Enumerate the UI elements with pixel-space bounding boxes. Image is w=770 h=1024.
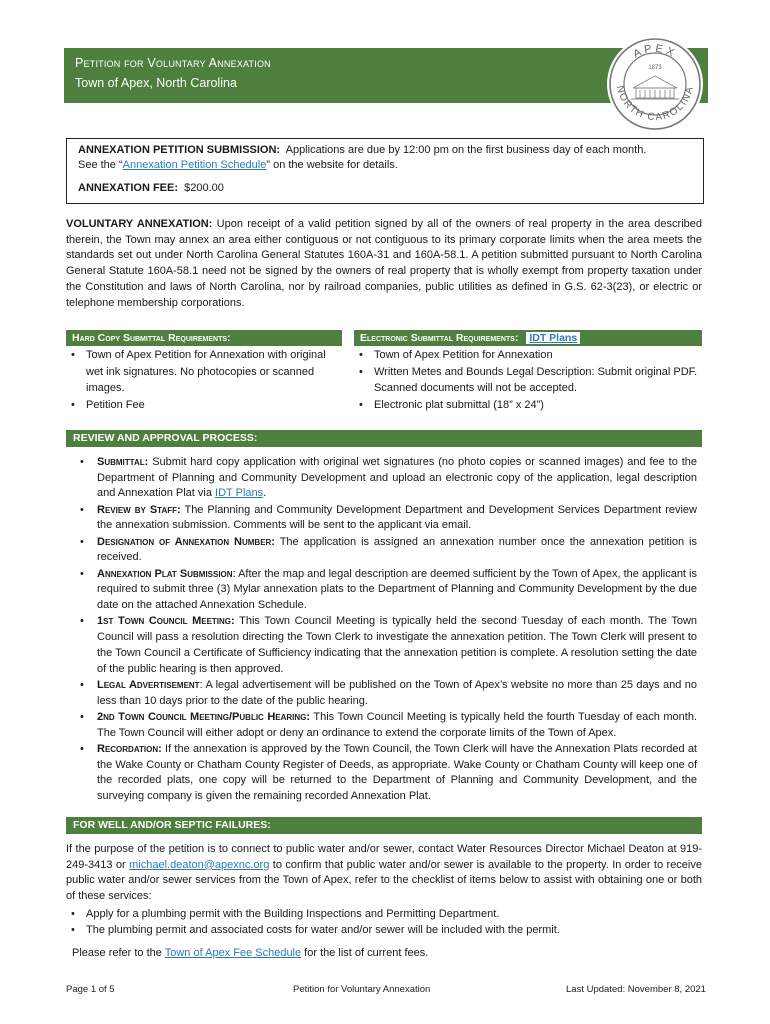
step-text: : After the map and legal description are deemed sufficient by the Town of Apex, the applicant is required to submit three (3) Mylar annexation plats to the Department of Planning and Community Development by the due date on the attached Annexation Schedule. (97, 567, 698, 612)
list-item: • The plumbing permit and associated costs for water and/or sewer will be included with the permit. (66, 922, 702, 938)
fee-line (78, 181, 696, 196)
seal-bottom-text: NORTH CAROLINA (614, 84, 696, 124)
step-text: The application is assigned an annexation number once the annexation petition is received. (97, 535, 698, 564)
annexation-schedule-link[interactable]: Annexation Petition Schedule (122, 159, 267, 171)
electronic-heading-text: Electronic Submittal Requirements: (360, 332, 519, 344)
review-step-recordation (78, 742, 697, 805)
step-text: This Town Council Meeting is typically held the second Tuesday of each month. The Town Council will pass a resolution directing the Town Clerk to investigate the annexation petition. The Town Clerk will present to the Town Council a Certificate of Sufficiency indicating that the annexation petition is complete. A resolution setting the date of the public hearing is then approved. (97, 615, 698, 675)
email-link[interactable]: michael.deaton@apexnc.org (129, 858, 270, 871)
step-text: : A legal advertisement will be published on the Town of Apex’s website no more than 25 days and no less than 10 days prior to the date of the public hearing. (97, 678, 697, 707)
well-checklist (66, 906, 702, 938)
list-item: • Apply for a plumbing permit with the Building Inspections and Permitting Department. (66, 906, 702, 922)
list-item: • Town of Apex Petition for Annexation with original wet ink signatures. No photocopies or scanned images. (66, 347, 336, 397)
seal-year: 1873 (648, 65, 662, 71)
voluntary-annexation-paragraph (66, 217, 702, 311)
idt-plans-link[interactable]: IDT Plans (526, 332, 580, 344)
voluntary-text: Upon receipt of a valid petition signed by all of the owners of real property in the area described therein, the Town may annex an area either contiguous or not contiguous to its primary corporate limits when the area meets the standards set out under North Carolina General Statutes 160A-31 and 160A-58.1. A petition submitted pursuant to North Carolina General Statute 160A-58.1 need not be signed by the owners of real property that is wholly exempt from property taxation under the Constitution and laws of North Carolina, nor by railroad companies, public utilities as defined in G.S. 62-3(23), or electric or telephone membership corporations. (66, 218, 702, 309)
document-subtitle: Town of Apex, North Carolina (75, 76, 237, 90)
step-lead: Submittal: (97, 456, 149, 468)
fee-label: ANNEXATION FEE: (78, 182, 179, 194)
review-step-plat (78, 567, 697, 614)
step-lead: Review by Staff: (97, 503, 181, 516)
well-septic-paragraph (66, 842, 702, 905)
well-text-pre: If the purpose of the petition is to connect to public water and/or sewer, contact Water Resources Director Michael Deaton at 919-249-3413 or (66, 843, 702, 871)
refer-text-post: for the list of current fees. (301, 947, 429, 959)
idt-plans-inline-link[interactable]: IDT Plans (215, 487, 264, 500)
hard-copy-heading (66, 330, 342, 346)
submission-text: Applications are due by 12:00 pm on the first business day of each month. (285, 144, 647, 156)
footer-page-number: Page 1 of 5 (66, 984, 115, 995)
document-title: Petition for Voluntary Annexation (75, 56, 271, 70)
electronic-list (354, 347, 699, 413)
voluntary-lead: VOLUNTARY ANNEXATION: (66, 218, 213, 230)
hard-copy-list (66, 347, 336, 413)
electronic-heading (354, 330, 702, 346)
step-text: The Planning and Community Development Department and Development Services Department review the annexation submission. Comments will be sent to the applicant via email. (97, 503, 697, 532)
town-seal-logo (607, 36, 703, 132)
refer-text-pre: Please refer to the (72, 947, 165, 959)
review-heading: REVIEW AND APPROVAL PROCESS: (66, 430, 702, 447)
step-lead: 1st Town Council Meeting: (97, 615, 235, 628)
step-lead: Designation of Annexation Number: (97, 535, 275, 548)
footer-updated: Last Updated: November 8, 2021 (566, 984, 706, 995)
seal-top-text: APEX (631, 42, 679, 61)
step-lead: Legal Advertisement (97, 678, 200, 691)
review-step-designation (78, 535, 697, 566)
review-step-second-council (78, 710, 697, 741)
submission-line-2 (78, 158, 696, 173)
list-item: • Town of Apex Petition for Annexation (354, 347, 699, 364)
review-process-list (78, 455, 697, 805)
step-text: Submit hard copy application with original wet signatures (no photo copies or scanned images) and fee to the Department of Planning and Community Development and upload an electronic copy of the application, legal description and Annexation Plat via (97, 456, 697, 500)
step-text: If the annexation is approved by the Town Council, the Town Clerk will have the Annexation Plats recorded at the Wake County or Chatham County Register of Deeds, as appropriate. Wake County or Chatham County will keep one of the recorded plats, one copy will be returned to the Department of Planning and Community Development, and the surveying company is given the remaining recorded Annexation Plat. (97, 742, 697, 802)
fee-schedule-link[interactable]: Town of Apex Fee Schedule (164, 947, 302, 959)
review-step-submittal (78, 455, 697, 502)
review-step-legal-ad (78, 678, 697, 709)
list-item: • Written Metes and Bounds Legal Description: Submit original PDF. Scanned documents will not be accepted. (354, 364, 699, 397)
footer-title: Petition for Voluntary Annexation (293, 984, 431, 995)
submission-text-pre: See the “ (78, 159, 123, 171)
submission-line-1 (78, 143, 696, 158)
fee-value: $200.00 (184, 182, 224, 194)
list-item: • Electronic plat submittal (18” x 24”) (354, 397, 699, 414)
step-lead: Annexation Plat Submission (97, 567, 233, 580)
submission-text-post: ” on the website for details. (266, 159, 398, 171)
well-septic-heading: FOR WELL AND/OR SEPTIC FAILURES: (66, 817, 702, 834)
well-text-post: to confirm that public water and/or sewer is available to the property. In order to receive public water and/or sewer services from the Town of Apex, refer to the checklist of items below to assist with obtaining one or both of these services: (66, 858, 702, 903)
fee-schedule-line (72, 946, 708, 962)
submission-lead: ANNEXATION PETITION SUBMISSION: (78, 144, 281, 156)
review-step-first-council (78, 614, 697, 677)
step-lead: 2nd Town Council Meeting/Public Hearing: (97, 710, 311, 723)
step-text-post: . (263, 487, 267, 500)
review-step-staff (78, 503, 697, 534)
submission-info-box (66, 138, 704, 204)
step-lead: Recordation: (97, 742, 162, 755)
hard-copy-heading-text: Hard Copy Submittal Requirements: (72, 332, 231, 344)
list-item: • Petition Fee (66, 397, 336, 414)
step-text: This Town Council Meeting is typically held the fourth Tuesday of each month. The Town Council will either adopt or deny an ordinance to extend the corporate limits of the Town of Apex. (97, 710, 697, 739)
